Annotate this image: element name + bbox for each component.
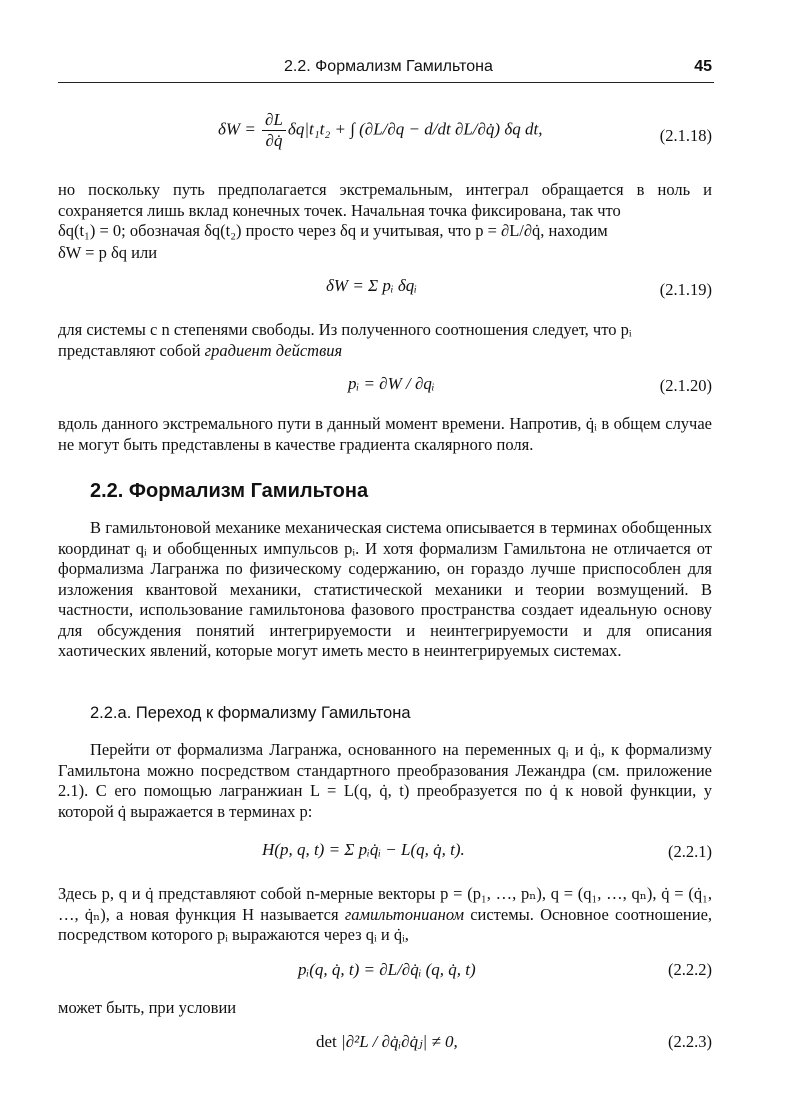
equation-number: (2.2.1) [668, 842, 712, 861]
equation-2-1-20 [58, 362, 714, 410]
paragraph-7: может быть, при условии [58, 998, 237, 1017]
equation-lhs: H(p, q, t) = [262, 840, 341, 859]
equation-lhs: δW = [218, 119, 256, 139]
equation-number: (2.1.18) [659, 126, 712, 145]
paragraph-6a: Здесь p, q и q̇ представляют собой n-мерные векторы p = (p₁, …, pₙ), q = (q₁, …, qₙ), q̇ = (q̇₁, …, q̇ₙ), а новая функция H называется [58, 884, 712, 924]
equation-body: Σ pᵢ δqᵢ [368, 276, 417, 295]
paragraph-6b: системы. Основное соотношение, посредством которого pᵢ выражаются через qᵢ и q̇ᵢ, [58, 904, 713, 944]
paragraph-3: вдоль данного экстремального пути в данный момент времени. Напротив, q̇ᵢ в общем случае не могут быть представлены в качестве градиента скалярного поля. [58, 414, 712, 454]
equation-2-1-18: δW = $\frac{\partial L}{\partial q̇}$ δq|t₁t₂ + ∫ (∂L/∂q − d/dt ∂L/∂q̇) δq dt, (2.1.18) [218, 110, 712, 150]
equation-lhs: pᵢ(q, q̇, t) = [298, 960, 375, 979]
paragraph-1a: но поскольку путь предполагается экстремальным, интеграл обращается в ноль и сохраняется лишь вклад конечных точек. Начальная точка фиксирована, так что [58, 180, 712, 220]
equation-2-2-2 [58, 946, 714, 996]
equation-2-1-19 [58, 262, 714, 320]
equation-body: Σ pᵢq̇ᵢ − L(q, q̇, t). [344, 840, 465, 859]
equation-2-2-3 [58, 1016, 714, 1072]
paragraph-6 [58, 884, 712, 946]
section-title: 2.2. Формализм Гамильтона [90, 480, 369, 502]
paragraph-2b-text: представляют собой [58, 341, 201, 360]
term-hamiltonian: гамильтонианом [344, 904, 464, 924]
paragraph-2b [58, 341, 712, 362]
equation-lhs: δW = [326, 276, 364, 295]
paragraph-2a: для системы с n степенями свободы. Из полученного соотношения следует, что pᵢ [58, 320, 632, 339]
equation-2-2-1 [58, 826, 714, 882]
equation-body: ∂L/∂q̇ᵢ (q, q̇, t) [379, 960, 476, 979]
paragraph-1c: δW = p δq или [58, 243, 158, 262]
equation-body: |∂²L / ∂q̇ᵢ∂q̇ⱼ| ≠ 0, [341, 1032, 458, 1051]
equation-lhs: det [316, 1032, 337, 1051]
paragraph-5: Перейти от формализма Лагранжа, основанного на переменных qᵢ и q̇ᵢ, к формализму Гамильтона можно посредством стандартного преобразования Лежандра (см. приложение 2.1). С его помощью лагранжиан L = L(q, q̇, t) преобразуется по q̇ к новой функции, у которой q̇ выражается в терминах p: [58, 740, 712, 821]
equation-lhs: pᵢ = [348, 374, 375, 393]
subsection-title: 2.2.a. Переход к формализму Гамильтона [90, 704, 411, 722]
equation-number: (2.1.19) [659, 280, 712, 299]
running-head [58, 58, 714, 83]
equation-body: δq|t₁t₂ + ∫ (∂L/∂q − d/dt ∂L/∂q̇) δq dt, [287, 119, 543, 139]
equation-number: (2.1.20) [659, 376, 712, 395]
term-gradient-action: градиент действия [204, 341, 343, 360]
running-title: 2.2. Формализм Гамильтона [284, 58, 493, 75]
equation-number: (2.2.3) [668, 1032, 712, 1051]
paragraph-1b: δq(t₁) = 0; обозначая δq(t₂) просто через δq и учитывая, что p = ∂L/∂q̇, находим [58, 221, 608, 240]
equation-body: ∂W / ∂qᵢ [379, 374, 435, 393]
paragraph-4: В гамильтоновой механике механическая система описывается в терминах обобщенных координат qᵢ и обобщенных импульсов pᵢ. И хотя формализм Гамильтона не отличается от формализма Лагранжа по физическому содержанию, он гораздо лучше приспособлен для изложения квантовой механики, статистической механики и теории возмущений. В частности, использование гамильтонова фазового пространства создает идеальную основу для обсуждения понятий интегрируемости и неинтегрируемости и для описания хаотических явлений, которые могут иметь место в неинтегрируемых системах. [58, 518, 712, 660]
page-number: 45 [694, 58, 712, 75]
equation-number: (2.2.2) [668, 960, 712, 979]
